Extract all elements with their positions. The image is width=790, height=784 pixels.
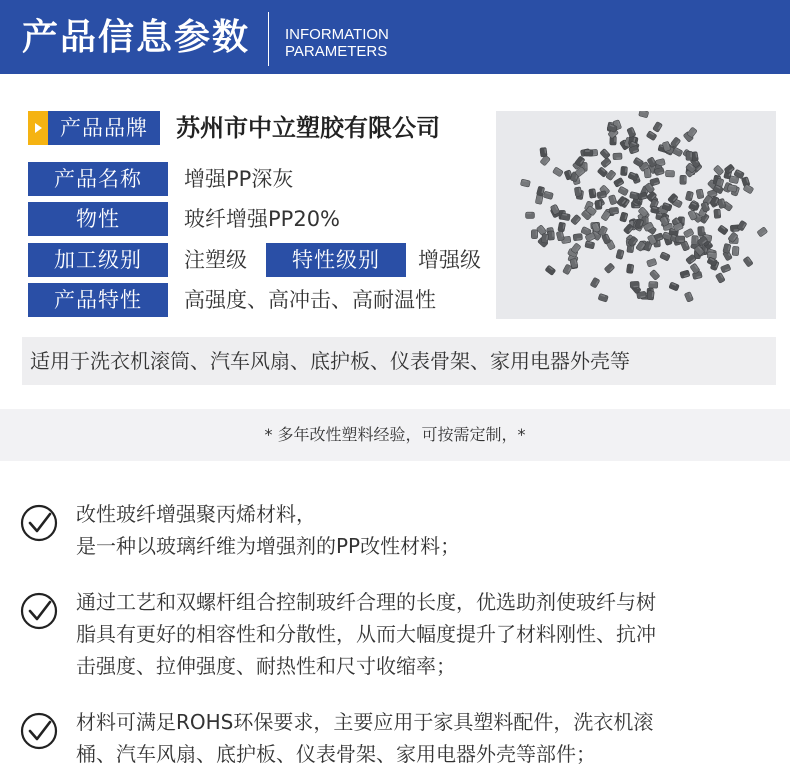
name-value: 增强PP深灰 bbox=[184, 167, 294, 191]
characteristics-label: 产品特性 bbox=[28, 283, 168, 317]
pellets-image bbox=[496, 111, 776, 319]
feature-line: 脂具有更好的相容性和分散性，从而大幅度提升了材料刚性、抗冲 bbox=[76, 622, 656, 646]
feature-text bbox=[76, 498, 776, 562]
subtitle-line-1: INFORMATION bbox=[285, 26, 389, 43]
check-circle-icon bbox=[20, 592, 58, 630]
feature-text bbox=[76, 586, 776, 682]
feature-line: 桶、汽车风扇、底护板、仪表骨架、家用电器外壳等部件； bbox=[76, 742, 596, 766]
brand-label: 产品品牌 bbox=[48, 111, 160, 145]
feature-grade-value: 增强级 bbox=[418, 248, 481, 272]
usage-text: 适用于洗衣机滚筒、汽车风扇、底护板、仪表骨架、家用电器外壳等 bbox=[22, 337, 776, 385]
check-circle-icon bbox=[20, 712, 58, 750]
brand-value: 苏州市中立塑胶有限公司 bbox=[176, 114, 440, 142]
custom-notice: * 多年改性塑料经验，可按需定制，* bbox=[0, 409, 790, 461]
header-banner bbox=[0, 0, 790, 78]
property-value: 玻纤增强PP20% bbox=[184, 207, 341, 231]
name-label: 产品名称 bbox=[28, 162, 168, 196]
product-photo bbox=[496, 111, 776, 319]
feature-line: 材料可满足ROHS环保要求，主要应用于家具塑料配件，洗衣机滚 bbox=[76, 710, 654, 734]
page-subtitle bbox=[285, 26, 389, 60]
process-value: 注塑级 bbox=[184, 248, 247, 272]
feature-line: 通过工艺和双螺杆组合控制玻纤合理的长度，优选助剂使玻纤与树 bbox=[76, 590, 656, 614]
property-label: 物性 bbox=[28, 202, 168, 236]
header-divider bbox=[268, 12, 269, 66]
arrow-right-icon bbox=[28, 111, 48, 145]
feature-grade-label: 特性级别 bbox=[266, 243, 406, 277]
feature-line: 击强度、拉伸强度、耐热性和尺寸收缩率； bbox=[76, 654, 456, 678]
process-label: 加工级别 bbox=[28, 243, 168, 277]
page-title: 产品信息参数 bbox=[22, 17, 251, 58]
characteristics-value: 高强度、高冲击、高耐温性 bbox=[184, 288, 436, 312]
feature-line: 改性玻纤增强聚丙烯材料， bbox=[76, 502, 316, 526]
feature-text bbox=[76, 706, 776, 770]
check-circle-icon bbox=[20, 504, 58, 542]
feature-line: 是一种以玻璃纤维为增强剂的PP改性材料； bbox=[76, 534, 461, 558]
subtitle-line-2: PARAMETERS bbox=[285, 43, 388, 60]
